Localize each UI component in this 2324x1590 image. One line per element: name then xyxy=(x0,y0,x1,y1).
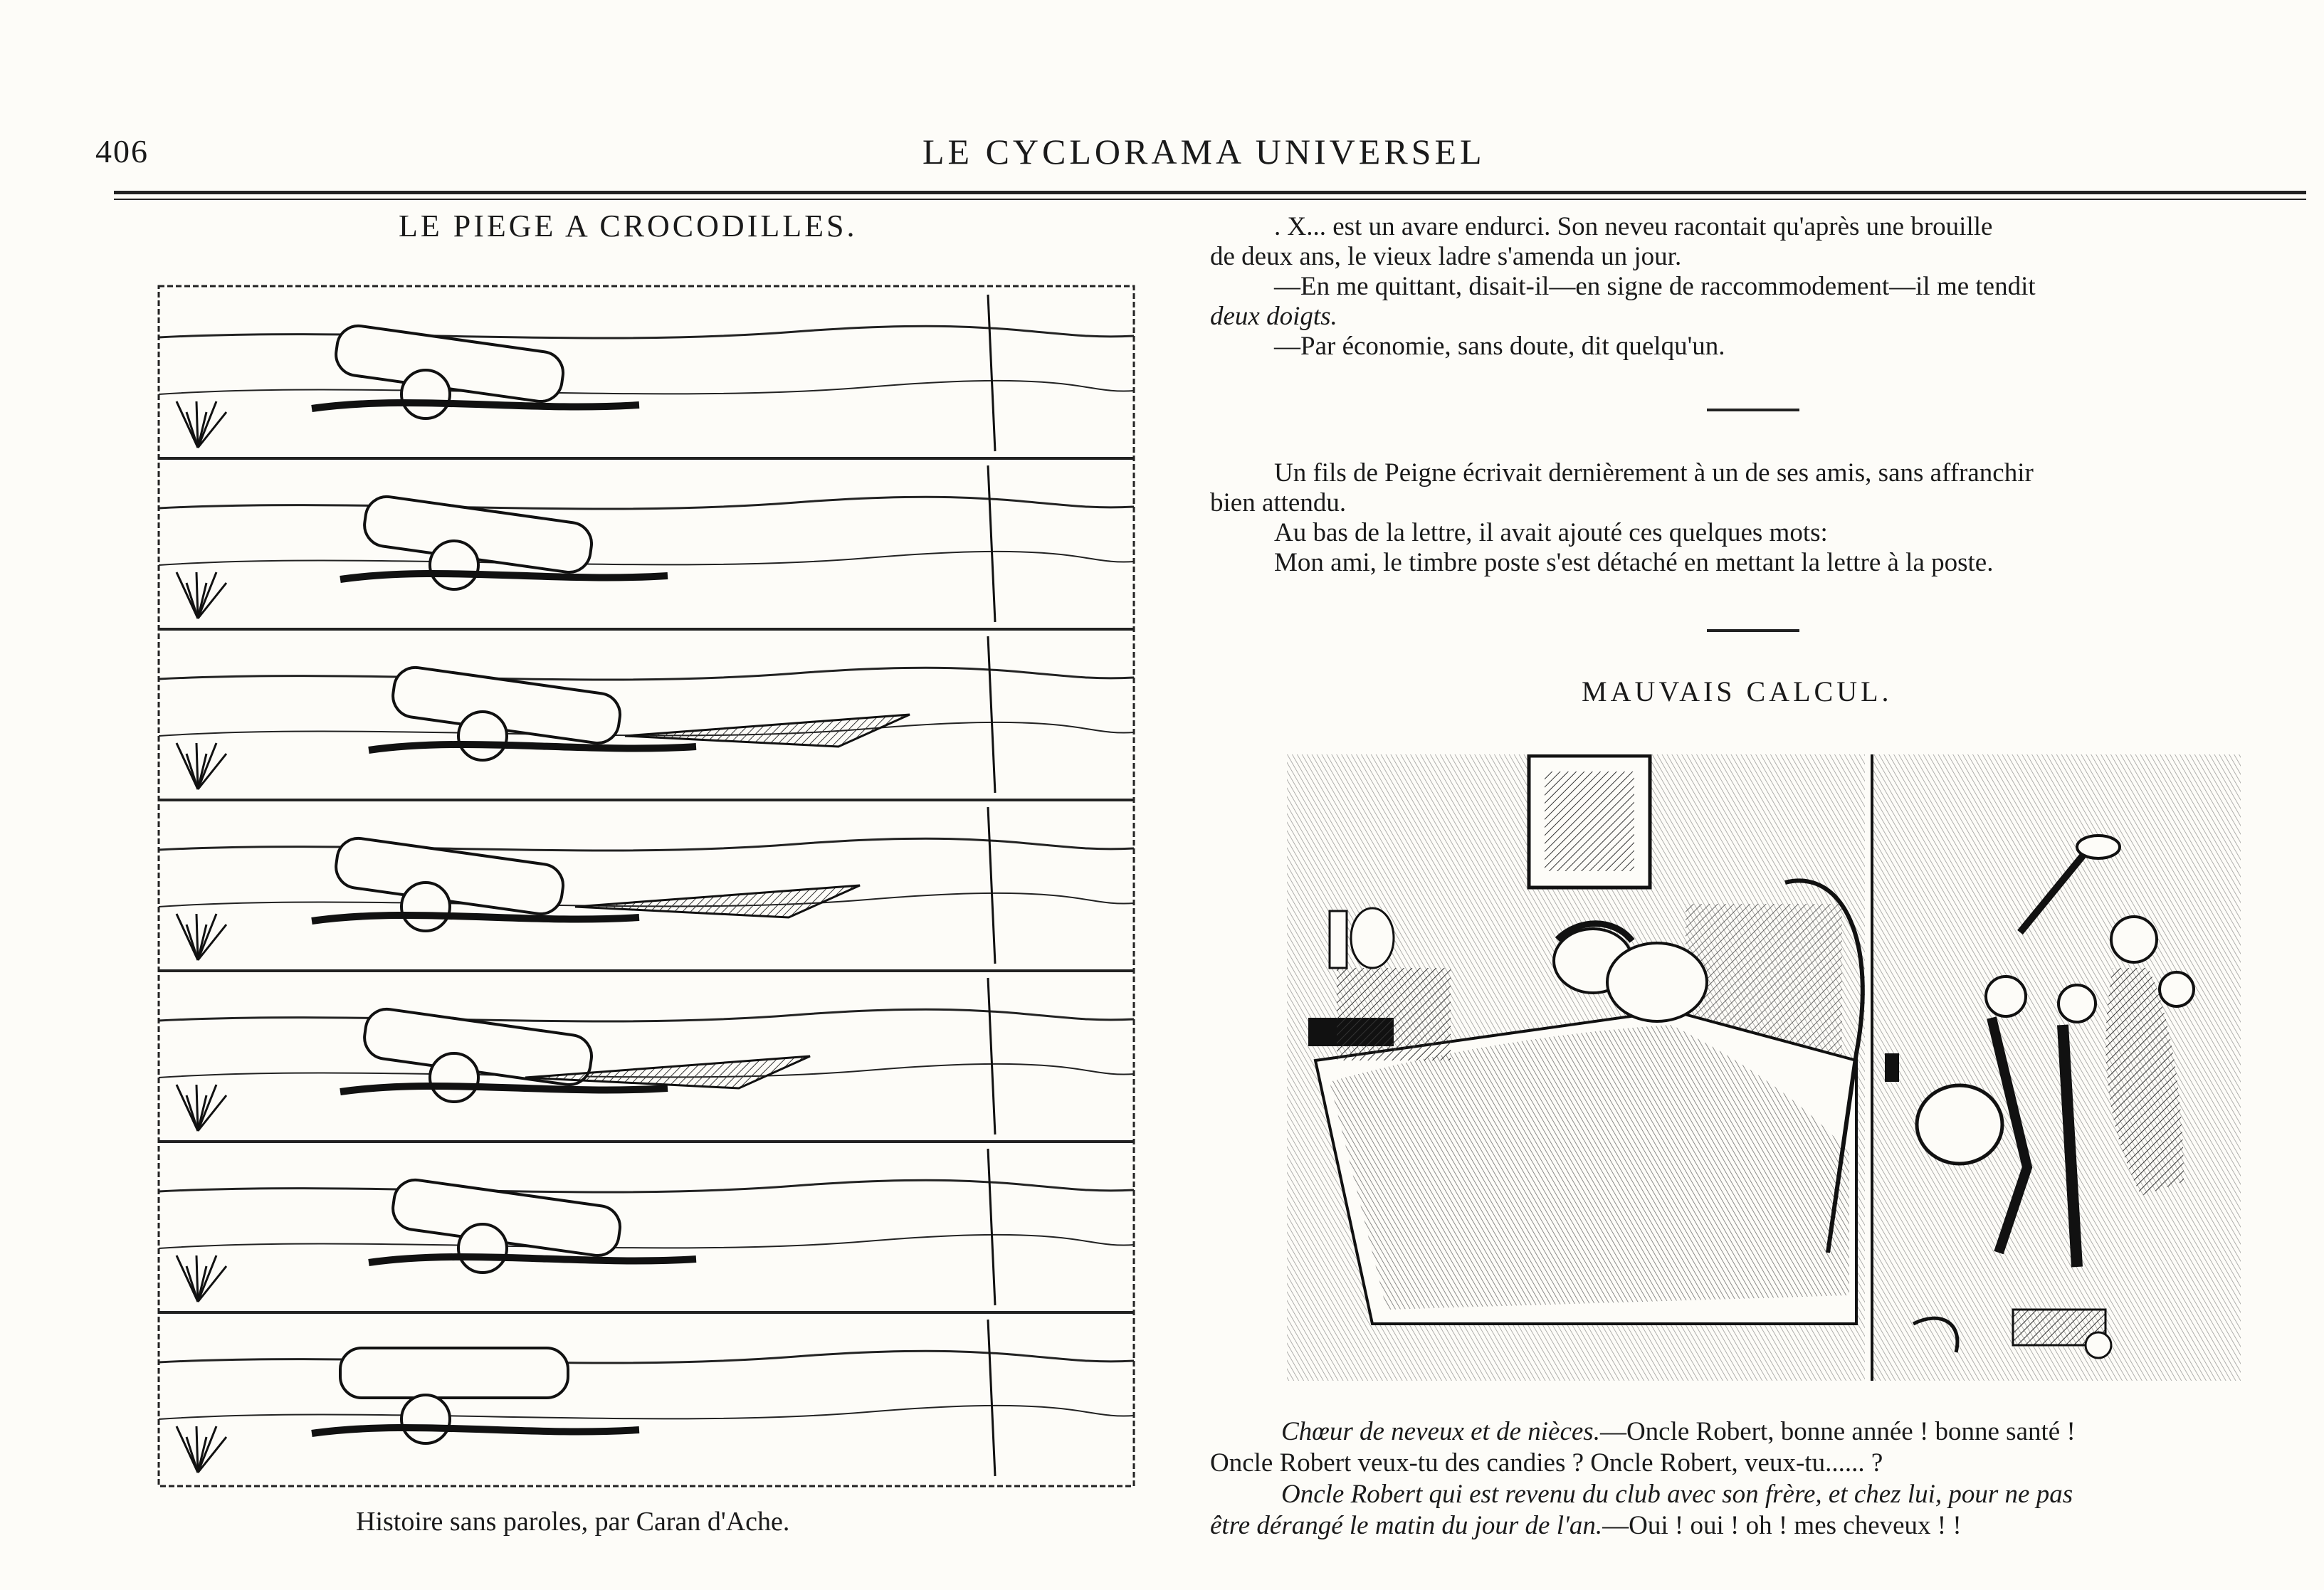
riverbank-line xyxy=(159,552,1134,565)
reed-stalk xyxy=(988,807,995,964)
riverbank-line xyxy=(159,326,1134,338)
riverbank-line xyxy=(159,1235,1134,1248)
reed-stalk xyxy=(988,295,995,451)
cannon-wheel xyxy=(458,1224,507,1273)
agave-plant-icon xyxy=(198,743,216,789)
anecdote-avare-line: de deux ans, le vieux ladre s'amenda un jour. xyxy=(1210,242,1682,271)
reed-stalk xyxy=(988,465,995,622)
anecdote-peigne-line: Un fils de Peigne écrivait dernièrement à un de ses amis, sans affranchir xyxy=(1274,458,2034,488)
crocodile xyxy=(625,715,910,747)
cannon-barrel xyxy=(340,1348,568,1398)
cannon-shadow xyxy=(312,1428,639,1433)
comic-strip-illustration xyxy=(155,279,1137,1489)
agave-plant-icon xyxy=(196,1426,198,1473)
cannon-wheel xyxy=(458,712,507,760)
page-number: 406 xyxy=(95,133,149,169)
reed-stalk xyxy=(988,978,995,1134)
agave-plant-icon xyxy=(198,572,216,618)
agave-plant-icon xyxy=(196,401,198,448)
anecdote-peigne-line: Au bas de la lettre, il avait ajouté ces quelques mots: xyxy=(1274,518,1828,547)
header-rule-thin xyxy=(114,199,2306,200)
cannon-shadow xyxy=(369,1257,696,1263)
bedroom-engraving-illustration xyxy=(1287,754,2241,1381)
riverbank-line xyxy=(159,1009,1134,1021)
dialogue-line-2: Oncle Robert veux-tu des candies ? Oncle Robert, veux-tu...... ? xyxy=(1210,1448,1883,1478)
cannon-shadow xyxy=(312,403,639,409)
reed-stalk xyxy=(988,1320,995,1476)
anecdote-avare xyxy=(1210,212,2299,362)
agave-plant-icon xyxy=(198,1255,216,1302)
journal-title: LE CYCLORAMA UNIVERSEL xyxy=(922,132,1486,172)
cannon-wheel xyxy=(401,883,450,931)
agave-plant-icon xyxy=(198,914,216,960)
anecdote-peigne xyxy=(1210,458,2299,578)
stage-direction: être dérangé le matin du jour de l'an. xyxy=(1210,1511,1603,1540)
anecdote-avare-italic xyxy=(1210,302,2299,332)
cannon-wheel xyxy=(401,370,450,418)
dialogue-line-3 xyxy=(1210,1479,2299,1510)
cannon-wheel xyxy=(430,1053,478,1102)
agave-plant-icon xyxy=(198,1426,216,1473)
crocodile xyxy=(575,885,860,917)
cannon-shadow xyxy=(340,574,668,579)
speaker-label: Chœur de neveux et de nièces. xyxy=(1281,1417,1600,1446)
reed-stalk xyxy=(988,636,995,793)
anecdote-avare-line: —En me quittant, disait-il—en signe de raccommodement—il me tendit xyxy=(1274,272,2036,301)
engraving-caption xyxy=(1210,1416,2299,1542)
comic-heading: LE PIEGE A CROCODILLES. xyxy=(399,209,858,243)
riverbank-line xyxy=(159,838,1134,851)
dialogue-text: —Oui ! oui ! oh ! mes cheveux ! ! xyxy=(1602,1511,1962,1540)
cannon-shadow xyxy=(312,915,639,921)
stage-direction: Oncle Robert qui est revenu du club avec son frère, et chez lui, pour ne pas xyxy=(1281,1480,2073,1509)
riverbank-line xyxy=(159,668,1134,680)
cannon-wheel xyxy=(401,1395,450,1443)
section-divider xyxy=(1707,629,1799,632)
mauvais-calcul-heading: MAUVAIS CALCUL. xyxy=(1582,675,1893,707)
header-rule-thick xyxy=(114,191,2306,194)
riverbank-line xyxy=(159,1351,1134,1363)
italic-text: deux doigts. xyxy=(1210,302,1337,331)
comic-panels xyxy=(159,295,1134,1476)
riverbank-line xyxy=(159,381,1134,394)
agave-plant-icon xyxy=(198,1085,216,1131)
anecdote-peigne-line: bien attendu. xyxy=(1210,488,1347,517)
anecdote-avare-line: . X... est un avare endurci. Son neveu racontait qu'après une brouille xyxy=(1274,212,1993,241)
riverbank-line xyxy=(159,1180,1134,1192)
agave-plant-icon xyxy=(196,1085,198,1131)
reed-stalk xyxy=(988,1149,995,1305)
section-divider xyxy=(1707,409,1799,411)
agave-plant-icon xyxy=(196,914,198,960)
cannon-shadow xyxy=(340,1086,668,1092)
dialogue-text: —Oncle Robert, bonne année ! bonne santé ! xyxy=(1599,1417,2076,1446)
cannon-shadow xyxy=(369,744,696,750)
anecdote-peigne-line: Mon ami, le timbre poste s'est détaché en mettant la lettre à la poste. xyxy=(1274,548,1994,577)
riverbank-line xyxy=(159,1406,1134,1419)
dialogue-line-1 xyxy=(1210,1416,2299,1448)
cannon-wheel xyxy=(430,541,478,589)
agave-plant-icon xyxy=(196,1255,198,1302)
riverbank-line xyxy=(159,497,1134,509)
anecdote-avare-line: —Par économie, sans doute, dit quelqu'un. xyxy=(1274,332,1725,361)
agave-plant-icon xyxy=(196,743,198,789)
agave-plant-icon xyxy=(196,572,198,618)
agave-plant-icon xyxy=(198,401,216,448)
dialogue-line-4 xyxy=(1210,1510,2299,1542)
comic-caption: Histoire sans paroles, par Caran d'Ache. xyxy=(356,1507,790,1537)
